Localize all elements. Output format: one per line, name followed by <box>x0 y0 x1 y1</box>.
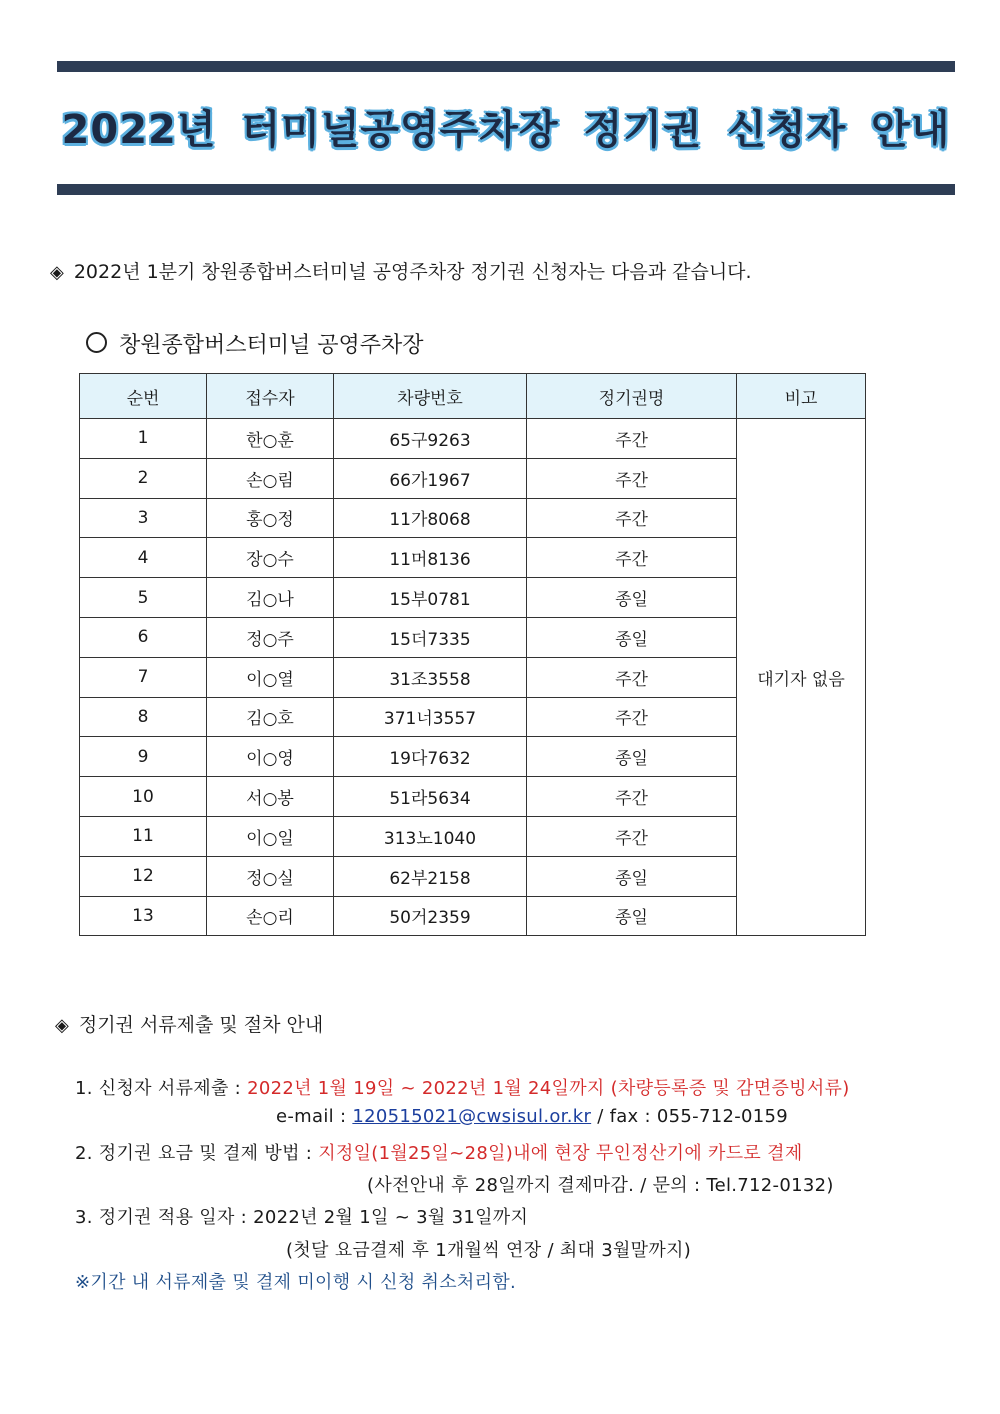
header-remark: 비고 <box>737 374 866 419</box>
cell-applicant: 서○봉 <box>207 777 334 817</box>
cell-pass-type: 주간 <box>527 657 737 697</box>
cell-plate: 19다7632 <box>334 737 527 777</box>
cell-applicant: 한○훈 <box>207 419 334 459</box>
header-plate: 차량번호 <box>334 374 527 419</box>
circle-bullet-icon <box>86 332 107 353</box>
cell-seq: 1 <box>80 419 207 459</box>
cell-seq: 4 <box>80 538 207 578</box>
header-applicant: 접수자 <box>207 374 334 419</box>
cell-pass-type: 주간 <box>527 538 737 578</box>
cell-plate: 62부2158 <box>334 856 527 896</box>
cell-plate: 50거2359 <box>334 896 527 936</box>
item2-label: 2. 정기권 요금 및 결제 방법 : <box>75 1143 313 1164</box>
cell-applicant: 이○열 <box>207 657 334 697</box>
procedure-heading <box>55 1010 323 1037</box>
cell-plate: 51라5634 <box>334 777 527 817</box>
cell-pass-type: 주간 <box>527 697 737 737</box>
cell-plate: 65구9263 <box>334 419 527 459</box>
subheading <box>86 328 424 359</box>
top-divider-bar <box>57 61 955 72</box>
bottom-divider-bar <box>57 184 955 195</box>
procedure-item-1 <box>75 1074 850 1100</box>
applicant-table <box>79 373 866 936</box>
intro-line <box>50 257 752 284</box>
cell-seq: 2 <box>80 458 207 498</box>
cell-applicant: 이○영 <box>207 737 334 777</box>
email-link[interactable]: 120515021@cwsisul.or.kr <box>352 1106 592 1127</box>
table-row <box>80 419 866 459</box>
footnote: ※기간 내 서류제출 및 결제 미이행 시 신청 취소처리함. <box>75 1272 517 1293</box>
intro-text: 2022년 1분기 창원종합버스터미널 공영주차장 정기권 신청자는 다음과 같습니다. <box>73 261 752 283</box>
item2-value: 지정일(1월25일~28일)내에 현장 무인정산기에 카드로 결제 <box>318 1143 803 1164</box>
cell-pass-type: 주간 <box>527 419 737 459</box>
subheading-text: 창원종합버스터미널 공영주차장 <box>119 333 424 358</box>
cell-plate: 66가1967 <box>334 458 527 498</box>
cell-applicant: 정○주 <box>207 617 334 657</box>
cell-seq: 8 <box>80 697 207 737</box>
cell-plate: 313노1040 <box>334 816 527 856</box>
cell-plate: 31조3558 <box>334 657 527 697</box>
fax-text: / fax : 055-712-0159 <box>597 1106 789 1127</box>
cell-pass-type: 주간 <box>527 816 737 856</box>
email-label: e-mail : <box>276 1106 347 1127</box>
cell-applicant: 손○림 <box>207 458 334 498</box>
cell-seq: 13 <box>80 896 207 936</box>
cell-pass-type: 주간 <box>527 777 737 817</box>
item1-value: 2022년 1월 19일 ~ 2022년 1월 24일까지 (차량등록증 및 감면증빙서류) <box>247 1078 850 1099</box>
procedure-item-2 <box>75 1139 803 1165</box>
cell-seq: 10 <box>80 777 207 817</box>
cell-pass-type: 종일 <box>527 617 737 657</box>
cell-pass-type: 종일 <box>527 856 737 896</box>
item3-label: 3. 정기권 적용 일자 : <box>75 1207 248 1228</box>
cell-remark: 대기자 없음 <box>737 419 866 936</box>
page-title: 2022년 터미널공영주차장 정기권 신청자 안내 <box>61 107 951 153</box>
cell-applicant: 김○나 <box>207 578 334 618</box>
diamond-bullet-icon: ◈ <box>50 262 64 283</box>
cell-pass-type: 종일 <box>527 737 737 777</box>
procedure-item-3 <box>75 1203 528 1229</box>
cell-seq: 7 <box>80 657 207 697</box>
header-seq: 순번 <box>80 374 207 419</box>
diamond-bullet-icon: ◈ <box>55 1015 69 1036</box>
cell-applicant: 장○수 <box>207 538 334 578</box>
procedure-heading-text: 정기권 서류제출 및 절차 안내 <box>78 1014 324 1036</box>
cell-pass-type: 종일 <box>527 896 737 936</box>
cell-pass-type: 주간 <box>527 458 737 498</box>
item3-note: (첫달 요금결제 후 1개월씩 연장 / 최대 3월말까지) <box>286 1240 692 1261</box>
cell-applicant: 손○리 <box>207 896 334 936</box>
cell-plate: 15부0781 <box>334 578 527 618</box>
cell-plate: 15더7335 <box>334 617 527 657</box>
table-header-row <box>80 374 866 419</box>
cell-plate: 11가8068 <box>334 498 527 538</box>
header-pass-type: 정기권명 <box>527 374 737 419</box>
cell-plate: 371너3557 <box>334 697 527 737</box>
cell-seq: 3 <box>80 498 207 538</box>
item1-label: 1. 신청자 서류제출 : <box>75 1078 242 1099</box>
cell-plate: 11머8136 <box>334 538 527 578</box>
cell-applicant: 홍○정 <box>207 498 334 538</box>
cell-applicant: 김○호 <box>207 697 334 737</box>
item2-note: (사전안내 후 28일까지 결제마감. / 문의 : Tel.712-0132) <box>367 1175 834 1196</box>
cell-seq: 11 <box>80 816 207 856</box>
cell-seq: 9 <box>80 737 207 777</box>
cell-seq: 6 <box>80 617 207 657</box>
cell-seq: 5 <box>80 578 207 618</box>
cell-applicant: 이○일 <box>207 816 334 856</box>
cell-pass-type: 주간 <box>527 498 737 538</box>
contact-line <box>276 1106 788 1127</box>
cell-seq: 12 <box>80 856 207 896</box>
cell-pass-type: 종일 <box>527 578 737 618</box>
cell-applicant: 정○실 <box>207 856 334 896</box>
item3-value: 2022년 2월 1일 ~ 3월 31일까지 <box>253 1207 529 1228</box>
